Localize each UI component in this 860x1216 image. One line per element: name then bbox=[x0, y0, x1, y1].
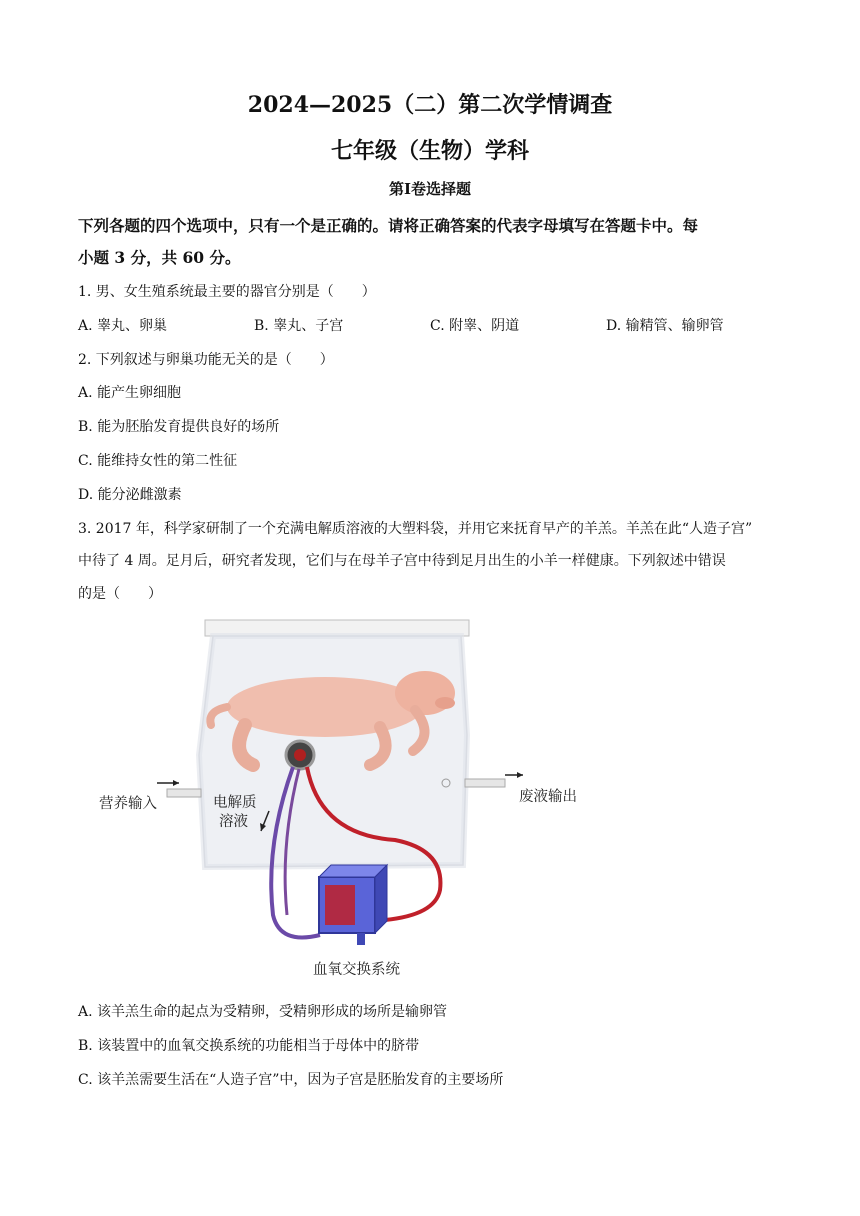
question-3-option-b: B. 该装置中的血氧交换系统的功能相当于母体中的脐带 bbox=[78, 1038, 420, 1054]
question-2-stem: 2. 下列叙述与卵巢功能无关的是（ ） bbox=[78, 352, 334, 368]
question-1-option-c: C. 附睾、阴道 bbox=[430, 318, 520, 334]
label-electrolyte-line-1: 电解质 bbox=[213, 795, 257, 811]
exam-subtitle: 七年级（生物）学科 bbox=[330, 138, 529, 164]
question-3-option-a: A. 该羊羔生命的起点为受精卵，受精卵形成的场所是输卵管 bbox=[78, 1004, 448, 1020]
question-1-option-b: B. 睾丸、子宫 bbox=[254, 318, 344, 334]
question-2-option-c: C. 能维持女性的第二性征 bbox=[78, 453, 238, 469]
exam-title: 2024—2025（二）第二次学情调查 bbox=[247, 92, 613, 118]
section-heading: 第Ⅰ卷选择题 bbox=[388, 180, 472, 198]
question-3-stem-line-3: 的是（ ） bbox=[78, 586, 162, 602]
input-pipe bbox=[167, 789, 201, 797]
question-3-option-c: C. 该羊羔需要生活在“人造子宫”中，因为子宫是胚胎发育的主要场所 bbox=[78, 1072, 504, 1088]
label-nutrient-input: 营养输入 bbox=[99, 796, 157, 812]
output-pipe bbox=[465, 779, 505, 787]
question-2-option-d: D. 能分泌雌激素 bbox=[78, 487, 182, 503]
artificial-womb-figure bbox=[95, 615, 595, 985]
question-2-option-b: B. 能为胚胎发育提供良好的场所 bbox=[78, 419, 280, 435]
instructions-line-2: 小题 3 分，共 60 分。 bbox=[78, 248, 241, 267]
label-waste-output: 废液输出 bbox=[519, 789, 577, 805]
artificial-womb-illustration bbox=[95, 615, 595, 985]
question-1-stem: 1. 男、女生殖系统最主要的器官分别是（ ） bbox=[78, 284, 376, 300]
instructions-line-1: 下列各题的四个选项中，只有一个是正确的。请将正确答案的代表字母填写在答题卡中。每 bbox=[78, 216, 699, 235]
question-3-stem-line-1: 3. 2017 年，科学家研制了一个充满电解质溶液的大塑料袋，并用它来抚育早产的羊羔。羊羔在此“人造子宫” bbox=[78, 521, 753, 537]
question-2-option-a: A. 能产生卵细胞 bbox=[78, 385, 182, 401]
question-1-option-d: D. 输精管、输卵管 bbox=[606, 318, 724, 334]
oxygen-exchange-device bbox=[319, 865, 387, 945]
question-1-option-a: A. 睾丸、卵巢 bbox=[78, 318, 168, 334]
label-blood-oxygen-exchange: 血氧交换系统 bbox=[313, 962, 400, 978]
question-3-stem-line-2: 中待了 4 周。足月后，研究者发现，它们与在母羊子宫中待到足月出生的小羊一样健康。下列叙述中错误 bbox=[78, 553, 726, 569]
label-electrolyte-line-2: 溶液 bbox=[219, 814, 248, 830]
